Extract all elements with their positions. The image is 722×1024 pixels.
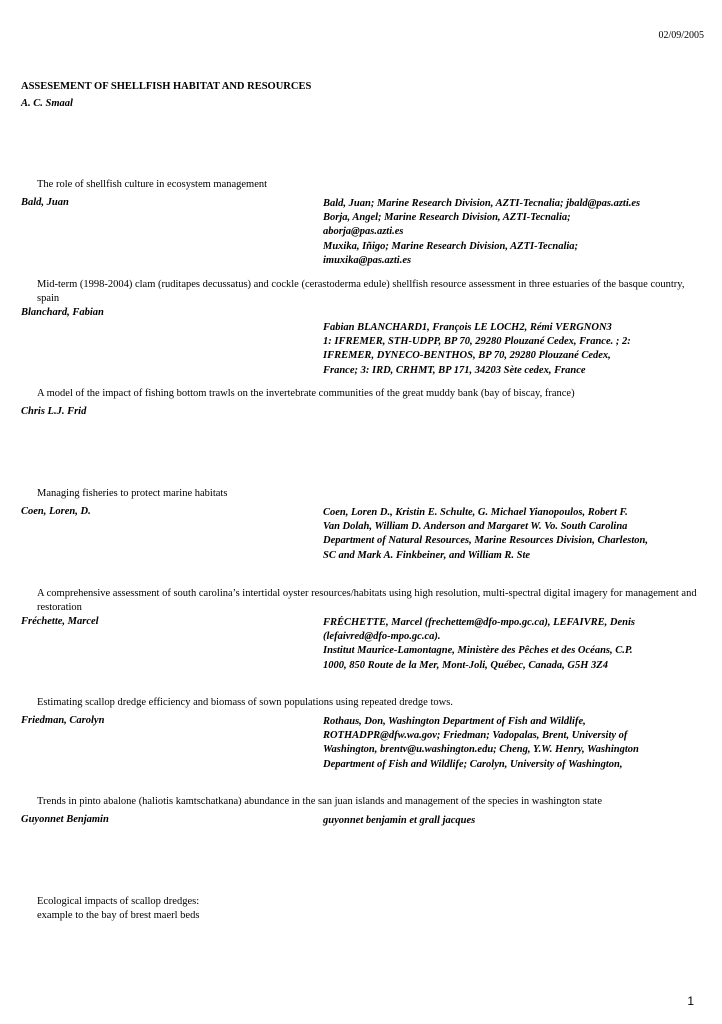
author-line: Bald, Juan; Marine Research Division, AZTI-Tecnalia; jbald@pas.azti.es <box>323 198 641 209</box>
page-number: 1 <box>687 994 694 1008</box>
author-list <box>323 321 631 378</box>
author-line: Coen, Loren D., Kristin E. Schulte, G. Michael Yianopoulos, Robert F. <box>323 507 628 518</box>
section-title: ASSESEMENT OF SHELLFISH HABITAT AND RESOURCES <box>21 81 312 92</box>
author-list <box>323 814 475 828</box>
speaker-name: Chris L.J. Frid <box>21 406 87 417</box>
author-line: IFREMER, DYNECO-BENTHOS, BP 70, 29280 Plouzané Cedex, <box>323 350 611 362</box>
talk-title: Trends in pinto abalone (haliotis kamtschatkana) abundance in the san juan islands and management of the species in washington state <box>37 796 603 807</box>
talk-title: A model of the impact of fishing bottom trawls on the invertebrate communities of the great muddy bank (bay of biscay, france) <box>37 388 575 399</box>
author-line: FRÉCHETTE, Marcel (frechettem@dfo-mpo.gc.ca), LEFAIVRE, Denis <box>323 617 635 628</box>
speaker-name: Blanchard, Fabian <box>21 307 104 318</box>
author-line: France; 3: IRD, CRHMT, BP 171, 34203 Sète cedex, France <box>323 364 586 376</box>
author-line: aborja@pas.azti.es <box>323 226 404 238</box>
author-line: SC and Mark A. Finkbeiner, and William R. Ste <box>323 549 531 561</box>
talk-title-continuation: example to the bay of brest maerl beds <box>37 910 200 921</box>
talk-title-continuation: spain <box>37 293 60 304</box>
author-line: guyonnet benjamin et grall jacques <box>323 815 476 826</box>
speaker-name: Guyonnet Benjamin <box>21 814 109 825</box>
talk-title: The role of shellfish culture in ecosystem management <box>37 179 268 190</box>
talk-title: Ecological impacts of scallop dredges: <box>37 896 200 907</box>
author-line: Department of Fish and Wildlife; Carolyn, University of Washington, <box>323 758 623 770</box>
talk-title-continuation: restoration <box>37 602 82 613</box>
author-line: Washington, brentv@u.washington.edu; Cheng, Y.W. Henry, Washington <box>323 744 639 756</box>
author-list <box>323 616 635 673</box>
speaker-name: Friedman, Carolyn <box>21 715 105 726</box>
author-line: 1: IFREMER, STH-UDPP, BP 70, 29280 Plouzané Cedex, France. ; 2: <box>323 336 631 348</box>
author-line: 1000, 850 Route de la Mer, Mont-Joli, Québec, Canada, G5H 3Z4 <box>323 659 608 671</box>
author-line: Borja, Angel; Marine Research Division, AZTI-Tecnalia; <box>323 212 571 224</box>
speaker-name: Coen, Loren, D. <box>21 506 91 517</box>
author-line: ROTHADPR@dfw.wa.gov; Friedman; Vadopalas, Brent, University of <box>323 730 628 742</box>
talk-title: Mid-term (1998-2004) clam (ruditapes decussatus) and cockle (cerastoderma edule) shellfish resource assessment in three estuaries of the basque country, <box>37 279 685 290</box>
talk-title: Estimating scallop dredge efficiency and biomass of sown populations using repeated dredge tows. <box>37 697 453 708</box>
author-list <box>323 506 648 563</box>
author-line: Department of Natural Resources, Marine Resources Division, Charleston, <box>323 535 648 547</box>
speaker-name: Fréchette, Marcel <box>21 616 99 627</box>
speaker-name: Bald, Juan <box>21 197 69 208</box>
author-line: (lefaivred@dfo-mpo.gc.ca). <box>323 631 441 643</box>
author-list <box>323 197 640 268</box>
author-list <box>323 715 639 772</box>
author-line: Fabian BLANCHARD1, François LE LOCH2, Rémi VERGNON3 <box>323 322 612 333</box>
author-line: Muxika, Iñigo; Marine Research Division, AZTI-Tecnalia; <box>323 240 579 252</box>
session-chair: A. C. Smaal <box>21 98 73 109</box>
document-date: 02/09/2005 <box>658 30 704 41</box>
author-line: imuxika@pas.azti.es <box>323 254 412 266</box>
author-line: Rothaus, Don, Washington Department of Fish and Wildlife, <box>323 716 586 727</box>
talk-title: A comprehensive assessment of south carolina’s intertidal oyster resources/habitats using high resolution, multi-spectral digital imagery for management and <box>37 588 697 599</box>
author-line: Institut Maurice-Lamontagne, Ministère des Pêches et des Océans, C.P. <box>323 645 633 657</box>
author-line: Van Dolah, William D. Anderson and Margaret W. Vo. South Carolina <box>323 521 628 533</box>
talk-title: Managing fisheries to protect marine habitats <box>37 488 228 499</box>
